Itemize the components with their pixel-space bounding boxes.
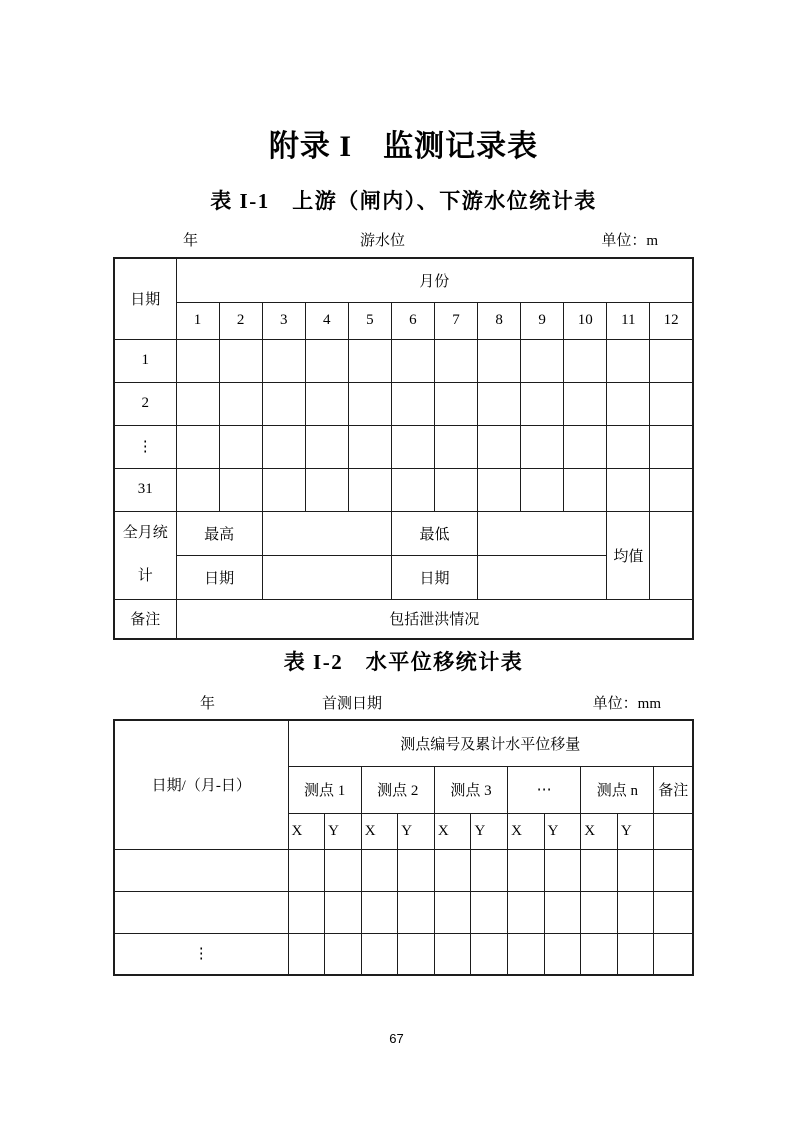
empty-cell bbox=[219, 468, 262, 511]
empty-cell bbox=[471, 849, 508, 891]
empty-cell bbox=[544, 891, 581, 933]
point-ellipsis-header-cell: ⋯ bbox=[508, 766, 581, 813]
month-group-header-cell: 月份 bbox=[176, 258, 693, 302]
empty-cell bbox=[650, 425, 693, 468]
empty-cell bbox=[508, 849, 545, 891]
empty-cell bbox=[607, 339, 650, 382]
mean-label-cell: 均值 bbox=[607, 511, 650, 599]
mean-value-cell bbox=[650, 511, 693, 599]
empty-cell bbox=[564, 339, 607, 382]
empty-cell bbox=[654, 813, 693, 849]
empty-cell bbox=[391, 382, 434, 425]
table1-caption: 表 I-1 上游（闸内）、下游水位统计表 bbox=[210, 189, 597, 213]
empty-cell bbox=[219, 425, 262, 468]
empty-cell bbox=[544, 933, 581, 975]
empty-cell bbox=[176, 339, 219, 382]
table2-caption: 表 I-2 水平位移统计表 bbox=[283, 650, 524, 674]
empty-cell bbox=[391, 339, 434, 382]
empty-cell bbox=[471, 933, 508, 975]
empty-cell bbox=[114, 891, 288, 933]
empty-cell bbox=[478, 382, 521, 425]
axis-x-header-cell: X bbox=[361, 813, 398, 849]
empty-cell bbox=[654, 849, 693, 891]
point-header-cell: 测点 n bbox=[581, 766, 654, 813]
month-header-cell: 7 bbox=[434, 302, 477, 339]
empty-cell bbox=[544, 849, 581, 891]
month-header-cell: 12 bbox=[650, 302, 693, 339]
empty-cell bbox=[650, 382, 693, 425]
axis-x-header-cell: X bbox=[508, 813, 545, 849]
empty-cell bbox=[305, 468, 348, 511]
remark-label-cell: 备注 bbox=[114, 599, 176, 639]
points-group-header-cell: 测点编号及累计水平位移量 bbox=[288, 720, 693, 766]
remark-header-cell: 备注 bbox=[654, 766, 693, 813]
empty-cell bbox=[564, 468, 607, 511]
empty-cell bbox=[617, 933, 654, 975]
day-label-cell: 31 bbox=[114, 468, 176, 511]
unit-label: 单位：mm bbox=[592, 696, 661, 712]
year-label: 年 bbox=[183, 233, 199, 249]
empty-cell bbox=[521, 339, 564, 382]
empty-cell bbox=[478, 339, 521, 382]
empty-cell bbox=[581, 933, 618, 975]
axis-x-header-cell: X bbox=[288, 813, 325, 849]
empty-cell bbox=[434, 425, 477, 468]
empty-cell bbox=[650, 468, 693, 511]
empty-cell bbox=[564, 425, 607, 468]
page-title: 附录 I 监测记录表 bbox=[268, 130, 539, 163]
day-label-cell: 1 bbox=[114, 339, 176, 382]
empty-cell bbox=[617, 891, 654, 933]
empty-cell bbox=[325, 933, 362, 975]
empty-cell bbox=[617, 849, 654, 891]
axis-y-header-cell: Y bbox=[398, 813, 435, 849]
empty-cell bbox=[361, 933, 398, 975]
max-date-value-cell bbox=[262, 555, 391, 599]
empty-cell bbox=[607, 468, 650, 511]
month-header-cell: 10 bbox=[564, 302, 607, 339]
empty-cell bbox=[521, 425, 564, 468]
axis-x-header-cell: X bbox=[581, 813, 618, 849]
empty-cell bbox=[434, 382, 477, 425]
day-ellipsis-cell: ⋮ bbox=[114, 425, 176, 468]
empty-cell bbox=[348, 382, 391, 425]
empty-cell bbox=[176, 382, 219, 425]
empty-cell bbox=[398, 933, 435, 975]
axis-y-header-cell: Y bbox=[617, 813, 654, 849]
date-column-header-cell: 日期/（月-日） bbox=[114, 720, 288, 849]
day-label-cell: 2 bbox=[114, 382, 176, 425]
empty-cell bbox=[114, 849, 288, 891]
max-value-cell bbox=[262, 511, 391, 555]
month-header-cell: 1 bbox=[176, 302, 219, 339]
month-header-cell: 2 bbox=[219, 302, 262, 339]
empty-cell bbox=[391, 468, 434, 511]
empty-cell bbox=[654, 933, 693, 975]
empty-cell bbox=[581, 891, 618, 933]
empty-cell bbox=[478, 425, 521, 468]
min-value-cell bbox=[478, 511, 607, 555]
unit-label: 单位：m bbox=[601, 233, 658, 249]
empty-cell bbox=[478, 468, 521, 511]
remark-value-cell: 包括泄洪情况 bbox=[176, 599, 693, 639]
empty-cell bbox=[305, 339, 348, 382]
empty-cell bbox=[262, 468, 305, 511]
empty-cell bbox=[288, 849, 325, 891]
empty-cell bbox=[305, 382, 348, 425]
point-header-cell: 测点 2 bbox=[361, 766, 434, 813]
axis-y-header-cell: Y bbox=[471, 813, 508, 849]
empty-cell bbox=[176, 425, 219, 468]
empty-cell bbox=[262, 382, 305, 425]
empty-cell bbox=[219, 339, 262, 382]
empty-cell bbox=[434, 339, 477, 382]
empty-cell bbox=[654, 891, 693, 933]
empty-cell bbox=[288, 933, 325, 975]
empty-cell bbox=[398, 849, 435, 891]
empty-cell bbox=[348, 425, 391, 468]
horizontal-displacement-table bbox=[113, 719, 694, 976]
row-ellipsis-cell: ⋮ bbox=[114, 933, 288, 975]
empty-cell bbox=[434, 849, 471, 891]
empty-cell bbox=[434, 933, 471, 975]
empty-cell bbox=[650, 339, 693, 382]
month-header-cell: 11 bbox=[607, 302, 650, 339]
empty-cell bbox=[434, 891, 471, 933]
empty-cell bbox=[607, 382, 650, 425]
empty-cell bbox=[398, 891, 435, 933]
axis-y-header-cell: Y bbox=[325, 813, 362, 849]
empty-cell bbox=[219, 382, 262, 425]
min-date-value-cell bbox=[478, 555, 607, 599]
empty-cell bbox=[361, 849, 398, 891]
empty-cell bbox=[361, 891, 398, 933]
empty-cell bbox=[288, 891, 325, 933]
empty-cell bbox=[508, 933, 545, 975]
first-survey-label: 首测日期 bbox=[322, 696, 383, 712]
point-header-cell: 测点 3 bbox=[434, 766, 507, 813]
empty-cell bbox=[521, 382, 564, 425]
month-header-cell: 5 bbox=[348, 302, 391, 339]
empty-cell bbox=[521, 468, 564, 511]
empty-cell bbox=[348, 468, 391, 511]
month-header-cell: 6 bbox=[391, 302, 434, 339]
river-level-label: 游水位 bbox=[360, 233, 406, 249]
min-date-label-cell: 日期 bbox=[391, 555, 477, 599]
empty-cell bbox=[508, 891, 545, 933]
table1-meta-line bbox=[113, 229, 694, 251]
month-header-cell: 4 bbox=[305, 302, 348, 339]
page-number: 67 bbox=[389, 1031, 404, 1046]
empty-cell bbox=[434, 468, 477, 511]
empty-cell bbox=[348, 339, 391, 382]
empty-cell bbox=[325, 891, 362, 933]
empty-cell bbox=[262, 425, 305, 468]
monthly-stats-label-cell: 全月统计 bbox=[114, 511, 176, 599]
empty-cell bbox=[607, 425, 650, 468]
month-header-cell: 3 bbox=[262, 302, 305, 339]
axis-x-header-cell: X bbox=[434, 813, 471, 849]
year-label: 年 bbox=[200, 696, 216, 712]
max-label-cell: 最高 bbox=[176, 511, 262, 555]
max-date-label-cell: 日期 bbox=[176, 555, 262, 599]
date-header-cell: 日期 bbox=[114, 258, 176, 339]
month-header-cell: 9 bbox=[521, 302, 564, 339]
empty-cell bbox=[391, 425, 434, 468]
table2-meta-line bbox=[113, 692, 694, 714]
empty-cell bbox=[262, 339, 305, 382]
axis-y-header-cell: Y bbox=[544, 813, 581, 849]
empty-cell bbox=[564, 382, 607, 425]
empty-cell bbox=[305, 425, 348, 468]
water-level-table bbox=[113, 257, 694, 640]
empty-cell bbox=[471, 891, 508, 933]
empty-cell bbox=[325, 849, 362, 891]
min-label-cell: 最低 bbox=[391, 511, 477, 555]
month-header-cell: 8 bbox=[478, 302, 521, 339]
empty-cell bbox=[581, 849, 618, 891]
empty-cell bbox=[176, 468, 219, 511]
point-header-cell: 测点 1 bbox=[288, 766, 361, 813]
